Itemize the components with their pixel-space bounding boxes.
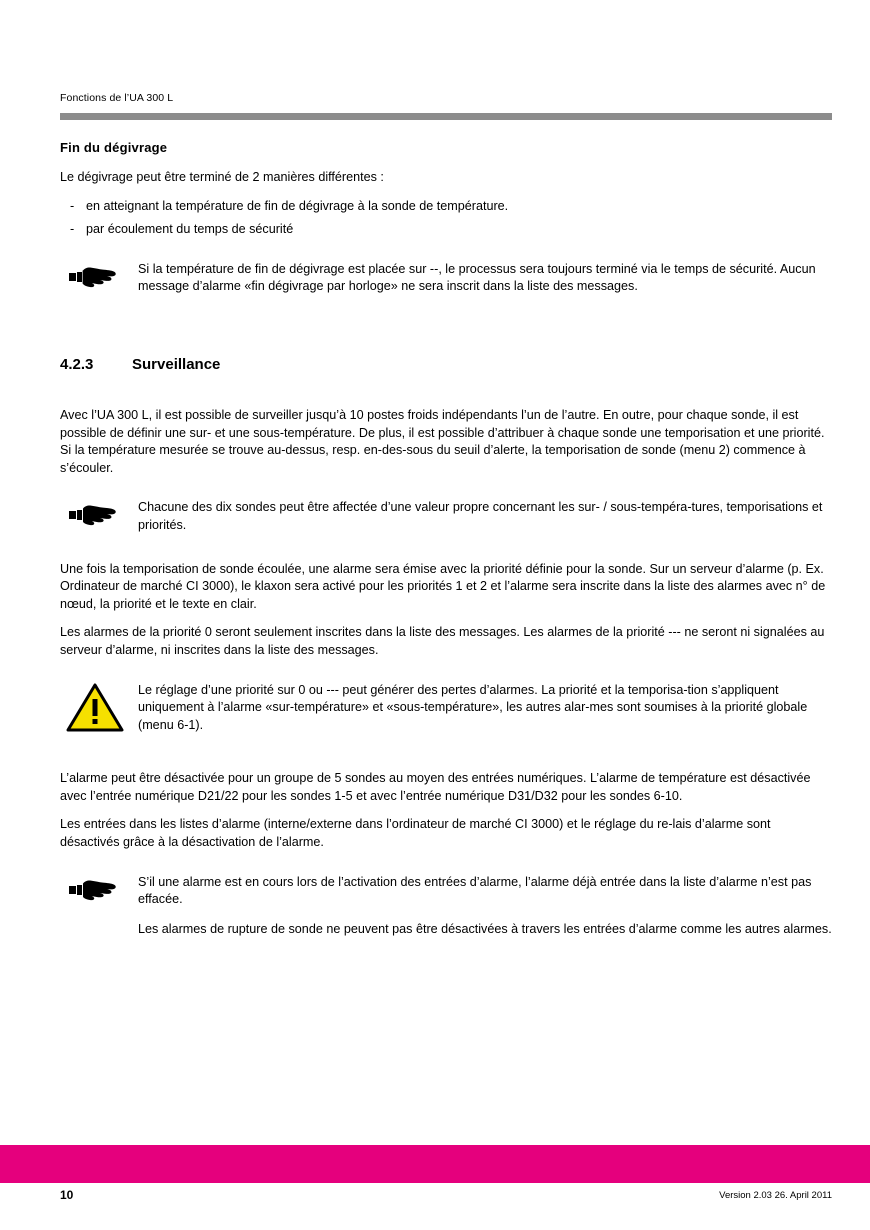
section-title: Surveillance	[132, 355, 221, 373]
paragraph-5: Les entrées dans les listes d’alarme (interne/externe dans l’ordinateur de marché CI 3000) et le réglage du re-lais d’alarme sont désactivés grâce à la désactivation de l’alarme.	[60, 817, 771, 850]
hand-pointing-icon	[60, 499, 138, 529]
note-block-1	[60, 261, 832, 296]
note-paragraph: Chacune des dix sondes peut être affectée d’une valeur propre concernant les sur- / sous-tempéra-tures, temporisations et priorités.	[138, 500, 823, 532]
subheading-defrost-end: Fin du dégivrage	[60, 140, 168, 155]
dash-marker: -	[70, 198, 75, 213]
paragraph-2: Une fois la temporisation de sonde écoulée, une alarme sera émise avec la priorité définie pour la sonde. Sur un serveur d’alarme (p. Ex. Ordinateur de marché CI 3000), le klaxon sera activé pour les priorités 1 et 2 et l’alarme sera inscrite dans la liste des alarmes avec n° de nœud, la priorité et le texte en clair.	[60, 561, 826, 611]
dash-marker: -	[70, 222, 75, 237]
intro-paragraph: Le dégivrage peut être terminé de 2 manières différentes :	[60, 170, 384, 184]
warning-block	[60, 682, 832, 735]
list-item	[60, 221, 832, 239]
list-item-label: par écoulement du temps de sécurité	[86, 222, 294, 237]
page-content	[60, 140, 832, 938]
note-text-2	[138, 499, 832, 534]
note-text-3	[138, 874, 832, 939]
note-block-2	[60, 499, 832, 534]
warning-paragraph: Le réglage d’une priorité sur 0 ou --- peut générer des pertes d’alarmes. La priorité et la temporisa-tion s’appliquent uniquement à l’alarme «sur-température» et «sous-température», les autres alar-mes sont soumises à la priorité globale (menu 6-1).	[138, 682, 808, 732]
section-heading-4-2-3	[60, 356, 832, 373]
paragraph-1: Avec l’UA 300 L, il est possible de surveiller jusqu’à 10 postes froids indépendants l’un de l’autre. En outre, pour chaque sonde, il est possible de définir une sur- et une sous-température. De plus, il est possible d’attribuer à chaque sonde une temporisation et une priorité. Si la température mesurée se trouve au-dessus, resp. en-des-sous du seuil d’alerte, la temporisation de sonde (menu 2) commence à s’écouler.	[60, 407, 825, 475]
running-head: Fonctions de l’UA 300 L	[60, 92, 174, 104]
paragraph-3: Les alarmes de la priorité 0 seront seulement inscrites dans la liste des messages. Les alarmes de la priorité --- ne seront ni signalées au serveur d’alarme, ni inscrites dans la liste des messages.	[60, 625, 825, 657]
defrost-end-list	[60, 198, 832, 239]
hand-pointing-icon	[60, 261, 138, 291]
warning-text	[138, 682, 832, 735]
list-item-label: en atteignant la température de fin de dégivrage à la sonde de température.	[86, 198, 509, 213]
header-rule	[60, 113, 832, 120]
note-paragraph: Si la température de fin de dégivrage est placée sur --, le processus sera toujours terminé via le temps de sécurité. Aucun message d’alarme «fin dégivrage par horloge» ne sera inscrit dans la liste des messages.	[138, 261, 816, 294]
note-paragraph: S’il une alarme est en cours lors de l’activation des entrées d’alarme, l’alarme déjà entrée dans la liste d’alarme n’est pas effacée.	[138, 874, 812, 907]
section-number: 4.2.3	[60, 355, 94, 373]
note-paragraph: Les alarmes de rupture de sonde ne peuvent pas être désactivées à travers les entrées d’alarme comme les autres alarmes.	[138, 921, 832, 936]
list-item	[60, 198, 832, 216]
warning-triangle-icon	[60, 682, 138, 732]
page-number: 10	[60, 1188, 74, 1202]
footer-version: Version 2.03 26. April 2011	[719, 1190, 832, 1201]
note-text-1	[138, 261, 832, 296]
footer-color-bar	[0, 1145, 870, 1183]
note-block-3	[60, 874, 832, 939]
hand-pointing-icon	[60, 874, 138, 904]
paragraph-4: L’alarme peut être désactivée pour un groupe de 5 sondes au moyen des entrées numériques. L’alarme de température est désactivée avec l’entrée numérique D21/22 pour les sondes 1-5 et avec l’entrée numérique D31/D32 pour les sondes 6-10.	[60, 771, 811, 803]
